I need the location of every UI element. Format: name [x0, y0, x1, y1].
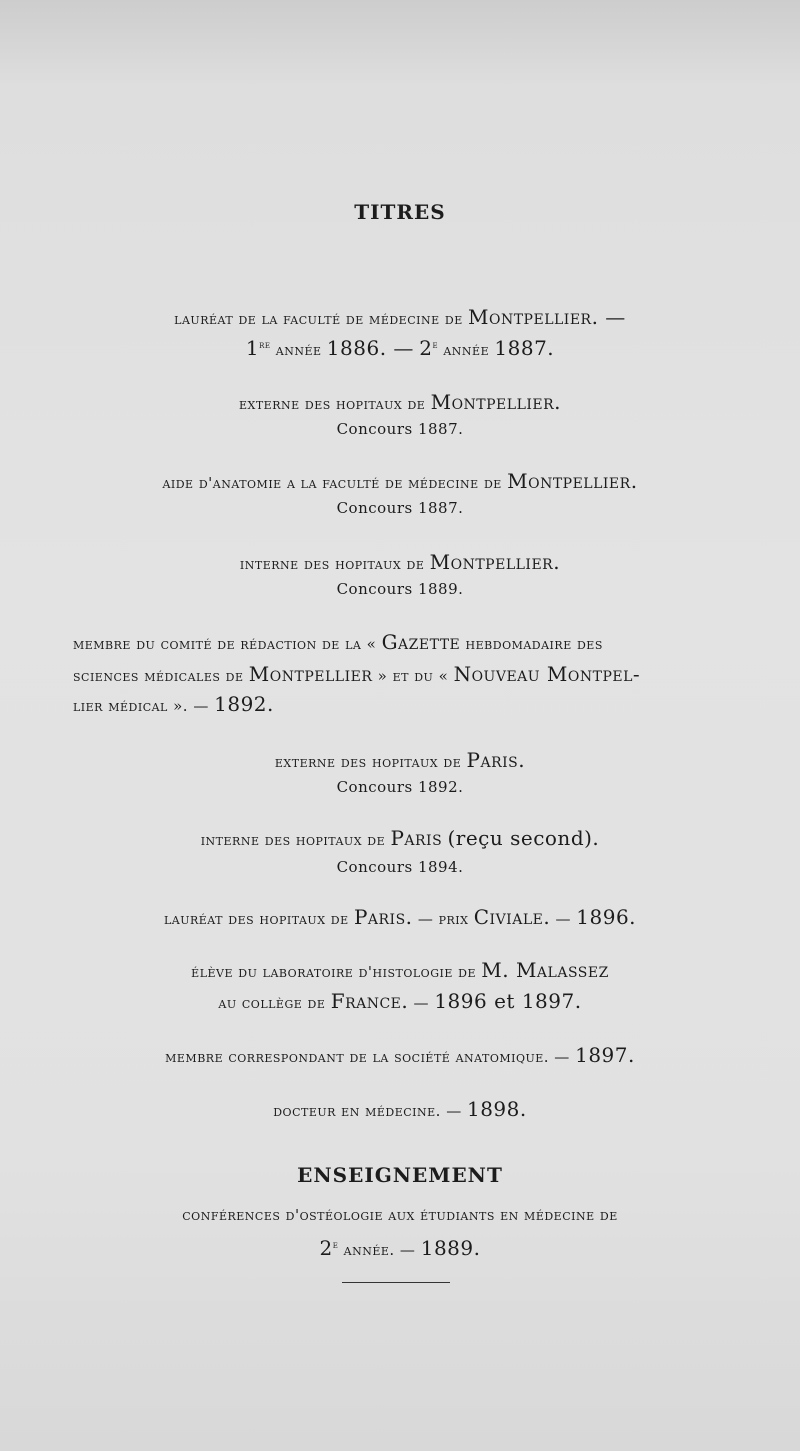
- entry-conferences-line1: conférences d'ostéologie aux étudiants en médecine de: [182, 1206, 618, 1224]
- year-1896: 1896.: [576, 905, 637, 929]
- closing-rule: [342, 1282, 450, 1283]
- entry-membre-correspondant: [0, 1043, 800, 1067]
- entry-interne-montpellier: [0, 550, 800, 574]
- titres-heading: TITRES: [354, 200, 446, 224]
- entry-eleve-laboratoire-line2: [0, 989, 800, 1013]
- entry-city: Montpellier.: [430, 390, 562, 414]
- entry-text: externe des hopitaux de: [238, 395, 426, 413]
- entry-externe-paris: [0, 748, 800, 772]
- recu-second: (reçu second).: [447, 826, 600, 850]
- entry-city: Paris.: [466, 748, 526, 772]
- year-1892: 1892.: [214, 692, 274, 716]
- entry-text: lauréat de la faculté de médecine de: [174, 310, 463, 328]
- entry-city: Montpellier. —: [468, 305, 626, 329]
- ordinal-2: 2e: [419, 336, 439, 360]
- prix-label: — prix: [417, 910, 469, 928]
- entry-text: docteur en médecine. —: [273, 1102, 462, 1120]
- entry-interne-paris: [0, 826, 800, 850]
- dash: —: [413, 994, 430, 1012]
- entry-city: Paris: [390, 826, 443, 850]
- years-1896-1897: 1896 et 1897.: [434, 989, 582, 1013]
- entry-city: Paris.: [353, 905, 413, 929]
- entry-docteur: [0, 1097, 800, 1121]
- entry-laureat-years: [0, 336, 800, 360]
- concours-1889: Concours 1889.: [336, 580, 464, 598]
- entry-text: aide d'anatomie a la faculté de médecine de: [162, 474, 502, 492]
- nouveau-montpellier-label: Nouveau Montpel-: [453, 662, 641, 686]
- entry-city: Montpellier.: [429, 550, 561, 574]
- entry-conferences-line2: [0, 1236, 800, 1260]
- entry-laureat-faculte: [0, 305, 800, 329]
- year-1889: 1889.: [420, 1236, 481, 1260]
- entry-text: année. —: [343, 1241, 416, 1259]
- entry-laureat-hopitaux: [0, 905, 800, 929]
- entry-text: interne des hopitaux de: [200, 831, 386, 849]
- gazette-label: Gazette: [381, 630, 461, 654]
- entry-aide-anatomie: [0, 469, 800, 493]
- concours-1892: Concours 1892.: [336, 778, 464, 796]
- year-1898: 1898.: [466, 1097, 527, 1121]
- entry-membre-comite-line3: [73, 692, 274, 716]
- ordinal-2e: 2e: [319, 1236, 339, 1260]
- concours-1887-a: Concours 1887.: [336, 420, 464, 438]
- year-1886: 1886. —: [326, 336, 414, 360]
- enseignement-heading: ENSEIGNEMENT: [297, 1163, 503, 1187]
- entry-text: membre correspondant de la société anatomique. —: [165, 1048, 570, 1066]
- concours-1887-b: Concours 1887.: [336, 499, 464, 517]
- entry-text: au collège de: [218, 994, 326, 1012]
- entry-text-2: » et du «: [377, 667, 449, 685]
- entry-text: externe des hopitaux de: [274, 753, 462, 771]
- entry-text-2: hebdomadaire des: [465, 635, 603, 653]
- entry-text: lier médical ». —: [73, 697, 209, 715]
- annee-label-2: année: [443, 341, 490, 359]
- year-1897: 1897.: [575, 1043, 635, 1067]
- entry-text: membre du comité de rédaction de la «: [73, 635, 377, 653]
- entry-membre-comite-line2: [73, 662, 640, 686]
- entry-membre-comite-line1: [73, 630, 603, 654]
- malassez-label: M. Malassez: [481, 958, 609, 982]
- entry-city: Montpellier: [248, 662, 373, 686]
- annee-label: année: [275, 341, 322, 359]
- entry-externe-montpellier: [0, 390, 800, 414]
- concours-1894: Concours 1894.: [336, 858, 464, 876]
- civiale-label: Civiale.: [473, 905, 551, 929]
- entry-text: élève du laboratoire d'histologie de: [191, 963, 476, 981]
- year-1887: 1887.: [494, 336, 555, 360]
- entry-city: Montpellier.: [507, 469, 638, 493]
- entry-eleve-laboratoire-line1: [0, 958, 800, 982]
- dash: —: [555, 910, 571, 928]
- entry-text: sciences médicales de: [73, 667, 244, 685]
- france-label: France.: [330, 989, 409, 1013]
- entry-text: lauréat des hopitaux de: [163, 910, 349, 928]
- ordinal-1: 1re: [245, 336, 271, 360]
- entry-text: interne des hopitaux de: [239, 555, 425, 573]
